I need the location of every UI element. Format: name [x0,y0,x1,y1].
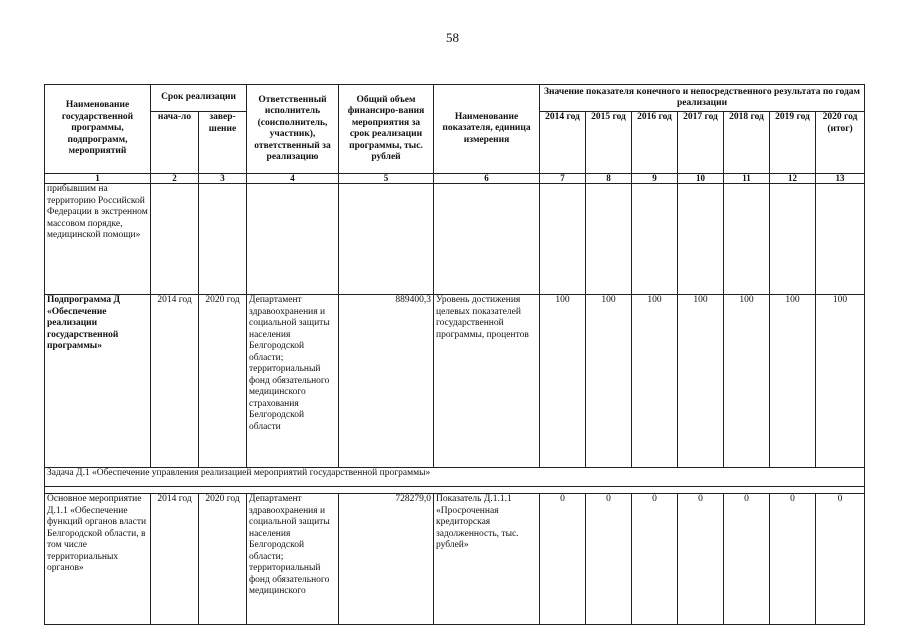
column-number: 8 [586,174,632,184]
header-year: 2014 год [540,112,586,174]
cell-value: 100 [770,295,816,468]
cell-value: 100 [678,295,724,468]
header-end: завер-шение [199,112,247,174]
row-spacer [45,487,865,494]
cell-value: 0 [540,494,586,625]
column-number: 13 [816,174,865,184]
indicators-table [44,84,865,625]
column-number: 6 [434,174,540,184]
cell-finance: 889400,3 [339,295,434,468]
cell-value: 0 [724,494,770,625]
cell-name: прибывшим на территорию Российской Федерации в экстренном массовом порядке, медицинской помощи» [45,184,151,295]
table-row-main-event [45,494,865,625]
cell-value: 0 [770,494,816,625]
header-year: 2015 год [586,112,632,174]
header-year: 2020 год (итог) [816,112,865,174]
cell-value: 0 [586,494,632,625]
cell-end: 2020 год [199,494,247,625]
column-number: 7 [540,174,586,184]
cell-finance: 728279,0 [339,494,434,625]
cell-value: 100 [586,295,632,468]
column-number: 5 [339,174,434,184]
cell-indicator: Уровень достижения целевых показателей государственной программы, процентов [434,295,540,468]
column-number: 2 [151,174,199,184]
cell-value: 0 [632,494,678,625]
header-responsible: Ответственный исполнитель (соисполнитель, участник), ответственный за реализацию [247,85,339,174]
table-row-subprogram [45,295,865,468]
header-term: Срок реализации [151,85,247,112]
page-number: 58 [446,30,459,45]
cell-start: 2014 год [151,494,199,625]
cell-name: Основное мероприятие Д.1.1 «Обеспечение функций органов власти Белгородской области, в том числе территориальных органов» [45,494,151,625]
cell-value: 100 [632,295,678,468]
column-number: 12 [770,174,816,184]
column-number: 11 [724,174,770,184]
header-values: Значение показателя конечного и непосредственного результата по годам реализации [540,85,865,112]
column-number: 10 [678,174,724,184]
cell-responsible: Департамент здравоохранения и социальной защиты населения Белгородской области; территориальный фонд обязательного медицинского [247,494,339,625]
header-year: 2019 год [770,112,816,174]
cell-task: Задача Д.1 «Обеспечение управления реализацией мероприятий государственной программы» [45,468,865,487]
table-row-task [45,468,865,487]
cell-name: Подпрограмма Д «Обеспечение реализации государственной программы» [45,295,151,468]
header-year: 2016 год [632,112,678,174]
header-name: Наименование государственной программы, подпрограмм, мероприятий [45,85,151,174]
cell-start: 2014 год [151,295,199,468]
cell-end: 2020 год [199,295,247,468]
cell-value: 100 [724,295,770,468]
cell-value: 100 [540,295,586,468]
header-start: нача-ло [151,112,199,174]
cell-value: 0 [678,494,724,625]
header-year: 2018 год [724,112,770,174]
cell-value: 100 [816,295,865,468]
cell-value: 0 [816,494,865,625]
header-year: 2017 год [678,112,724,174]
column-number: 3 [199,174,247,184]
header-indicator: Наименование показателя, единица измерения [434,85,540,174]
table-row-continuation [45,184,865,295]
header-finance: Общий объем финансиро-вания мероприятия за срок реализации программы, тыс. рублей [339,85,434,174]
column-number: 9 [632,174,678,184]
cell-indicator: Показатель Д.1.1.1 «Просроченная кредиторская задолженность, тыс. рублей» [434,494,540,625]
column-number: 1 [45,174,151,184]
cell-responsible: Департамент здравоохранения и социальной защиты населения Белгородской области; территориальный фонд обязательного медицинского страхования Белгородской области [247,295,339,468]
column-number: 4 [247,174,339,184]
